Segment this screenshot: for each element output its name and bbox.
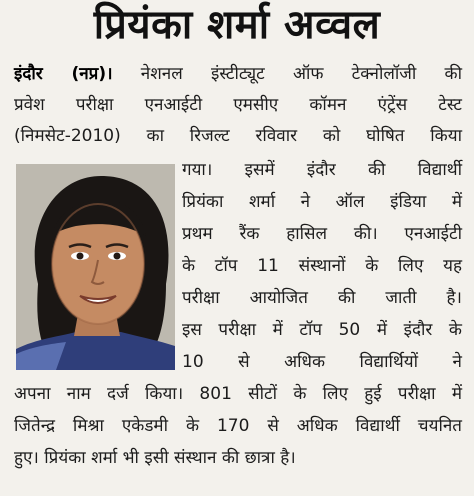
article-line-1 xyxy=(14,62,462,86)
article-line-3: (निमसेट-2010) का रिजल्ट रविवार को घोषित किया xyxy=(14,126,462,146)
article-line-6: प्रथम रैंक हासिल की। एनआईटी xyxy=(182,224,462,244)
dateline: इंदौर (नप्र)। xyxy=(14,64,113,84)
article-line-5: प्रियंका शर्मा ने ऑल इंडिया में xyxy=(182,192,462,212)
portrait-photo xyxy=(16,164,175,370)
article-line-8: परीक्षा आयोजित की जाती है। xyxy=(182,288,462,308)
article-line-7: के टॉप 11 संस्थानों के लिए यह xyxy=(182,256,462,276)
article-line-4: गया। इसमें इंदौर की विद्यार्थी xyxy=(182,160,462,180)
article-line-12: जितेन्द्र मिश्रा एकेडमी के 170 से अधिक विद्यार्थी चयनित xyxy=(14,416,462,436)
article-line-13: हुए। प्रियंका शर्मा भी इसी संस्थान की छात्रा है। xyxy=(14,448,296,468)
article-line-2: प्रवेश परीक्षा एनआईटी एमसीए कॉमन एंट्रेंस टेस्ट xyxy=(14,95,462,115)
article-line-11: अपना नाम दर्ज किया। 801 सीटों के लिए हुई परीक्षा में xyxy=(14,384,462,404)
article-line-10: 10 से अधिक विद्यार्थियों ने xyxy=(182,352,462,372)
headline: प्रियंका शर्मा अव्वल xyxy=(93,2,381,48)
article-line-1-text: नेशनल इंस्टीट्यूट ऑफ टेक्नोलॉजी की xyxy=(140,64,463,84)
article-line-9: इस परीक्षा में टॉप 50 में इंदौर के xyxy=(182,320,462,340)
